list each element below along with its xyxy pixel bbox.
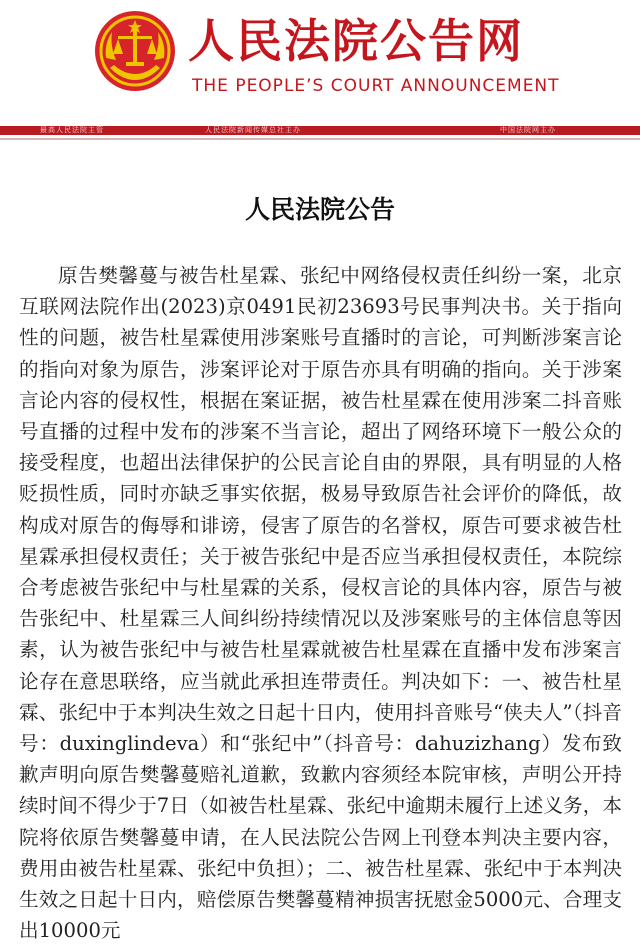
- band-text: 最高人民法院主管: [40, 126, 104, 134]
- band-text: 人民法院新闻传媒总社主办: [205, 126, 301, 134]
- band-text: 中国法院网主办: [500, 126, 556, 134]
- document-title: 人民法院公告: [244, 195, 395, 224]
- site-title: 人民法院公告网: [188, 14, 524, 68]
- header-divider: [0, 138, 640, 140]
- court-emblem-icon: [94, 10, 176, 92]
- site-subtitle: THE PEOPLE’S COURT ANNOUNCEMENT: [192, 76, 560, 96]
- document-body: 原告樊馨蔓与被告杜星霖、张纪中网络侵权责任纠纷一案，北京互联网法院作出(2023)京0491民初23693号民事判决书。关于指向性的问题，被告杜星霖使用涉案账号直播时的言论，可判断涉案言论的指向对象为原告，涉案评论对于原告亦具有明确的指向。关于涉案言论内容的侵权性，根据在案证据，被告杜星霖在使用涉案二抖音账号直播的过程中发布的涉案不当言论，超出了网络环境下一般公众的接受程度，也超出法律保护的公民言论自由的界限，具有明显的人格贬损性质，同时亦缺乏事实依据，极易导致原告社会评价的降低，故构成对原告的侮辱和诽谤，侵害了原告的名誉权，原告可要求被告杜星霖承担侵权责任；关于被告张纪中是否应当承担侵权责任，本院综合考虑被告张纪中与杜星霖的关系，侵权言论的具体内容，原告与被告张纪中、杜星霖三人间纠纷持续情况以及涉案账号的主体信息等因素，认为被告张纪中与被告杜星霖就被告杜星霖在直播中发布涉案言论存在意思联络，应当就此承担连带责任。判决如下：一、被告杜星霖、张纪中于本判决生效之日起十日内，使用抖音账号“侠夫人”（抖音号：duxinglindeva）和“张纪中”（抖音号：dahuzizhang）发布致歉声明向原告樊馨蔓赔礼道歉，致歉内容须经本院审核，声明公开持续时间不得少于7日（如被告杜星霖、张纪中逾期未履行上述义务，本院将依原告樊馨蔓申请，在人民法院公告网上刊登本判决主要内容，费用由被告杜星霖、张纪中负担）；二、被告杜星霖、张纪中于本判决生效之日起十日内，赔偿原告樊馨蔓精神损害抚慰金5000元、合理支出10000元: [19, 264, 622, 943]
- site-header: [0, 0, 640, 150]
